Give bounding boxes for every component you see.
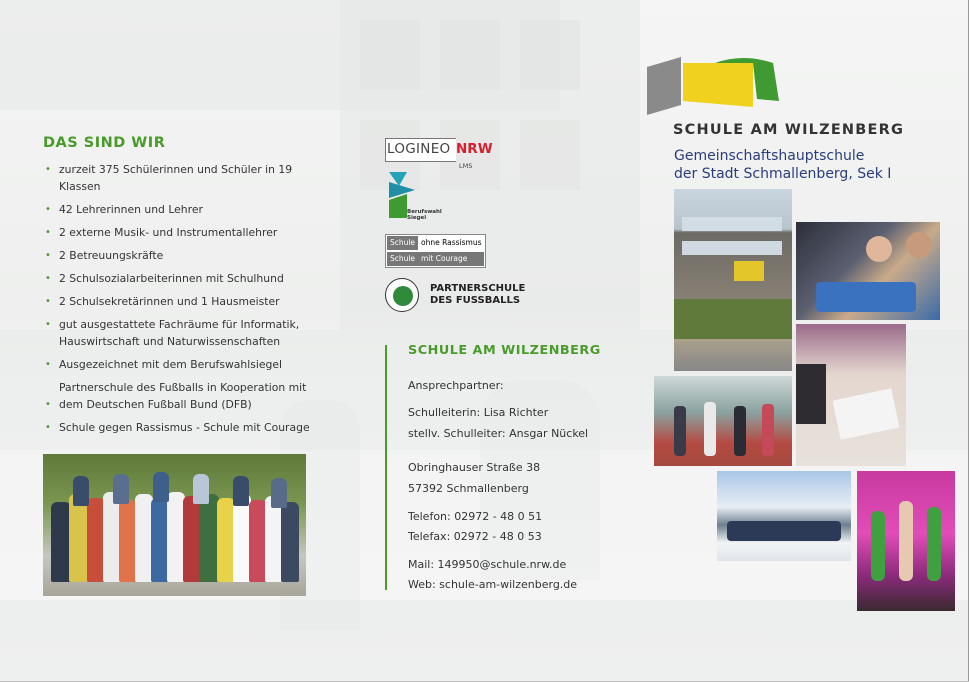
classroom-crafts-photo: [796, 324, 906, 466]
list-item: • 2 externe Musik- und Instrumentallehrer: [45, 226, 278, 239]
ski-trip-photo: [717, 471, 851, 561]
bullet-icon: •: [45, 399, 51, 410]
bullet-icon: •: [45, 422, 51, 433]
list-item: • 42 Lehrerinnen und Lehrer: [45, 203, 203, 216]
deputy-text: stellv. Schulleiter: Ansgar Nückel: [408, 427, 589, 440]
contact-section-title: SCHULE AM WILZENBERG: [408, 343, 601, 358]
bullet-icon: •: [45, 359, 51, 370]
section-title-das-sind-wir: DAS SIND WIR: [43, 135, 166, 151]
website-text: Web: schule-am-wilzenberg.de: [408, 578, 578, 591]
list-item: • Schule gegen Rassismus - Schule mit Courage: [45, 421, 310, 434]
list-item: • 2 Schulsozialarbeiterinnen mit Schulhund: [45, 272, 284, 285]
school-building-photo: [674, 189, 792, 371]
list-item: • Ausgezeichnet mit dem Berufswahlsiegel: [45, 358, 283, 371]
running-students-photo: [654, 376, 792, 466]
bullet-icon: •: [45, 164, 51, 175]
logineo-nrw-logo: LOGINEO NRW LMS: [385, 138, 485, 160]
phone-text: Telefon: 02972 - 48 0 51: [408, 510, 543, 523]
dfb-partnerschule-logo: PARTNERSCHULE DES FUSSBALLS: [385, 278, 535, 314]
facts-list: [44, 161, 314, 442]
school-logo: [645, 55, 785, 120]
berufswahlsiegel-logo: Berufswahl Siegel: [385, 172, 445, 222]
dance-performance-photo: [857, 471, 955, 611]
divider: [385, 345, 387, 590]
list-item: • Partnerschule des Fußballs in Kooperation mit dem Deutschen Fußball Bund (DFB): [45, 381, 307, 411]
bullet-icon: •: [45, 296, 51, 307]
address-street: Obringhauser Straße 38: [408, 461, 541, 474]
list-item: • 2 Betreuungskräfte: [45, 249, 164, 262]
staff-group-photo: [43, 454, 306, 596]
dfb-badge-icon: [385, 278, 419, 312]
school-logo-icon: [645, 55, 785, 120]
email-text: Mail: 149950@schule.nrw.de: [408, 558, 567, 571]
school-name: SCHULE AM WILZENBERG: [673, 122, 905, 138]
bullet-icon: •: [45, 273, 51, 284]
principal-text: Schulleiterin: Lisa Richter: [408, 406, 549, 419]
list-item: • zurzeit 375 Schülerinnen und Schüler in 19 Klassen: [45, 163, 293, 193]
schule-ohne-rassismus-logo: Schule ohne Rassismus Schule mit Courage: [385, 234, 486, 268]
bullet-icon: •: [45, 250, 51, 261]
contact-label: Ansprechpartner:: [408, 379, 504, 392]
list-item: • gut ausgestattete Fachräume für Informatik, Hauswirtschaft und Naturwissenschaften: [45, 318, 300, 348]
bullet-icon: •: [45, 319, 51, 330]
children-reading-photo: [796, 222, 940, 320]
bullet-icon: •: [45, 204, 51, 215]
logineo-nrw-text: NRW: [456, 141, 493, 157]
list-item: • 2 Schulsekretärinnen und 1 Hausmeister: [45, 295, 280, 308]
address-city: 57392 Schmallenberg: [408, 482, 529, 495]
school-subtitle: Gemeinschaftshauptschule der Stadt Schmallenberg, Sek I: [674, 148, 892, 182]
fax-text: Telefax: 02972 - 48 0 53: [408, 530, 542, 543]
bullet-icon: •: [45, 227, 51, 238]
